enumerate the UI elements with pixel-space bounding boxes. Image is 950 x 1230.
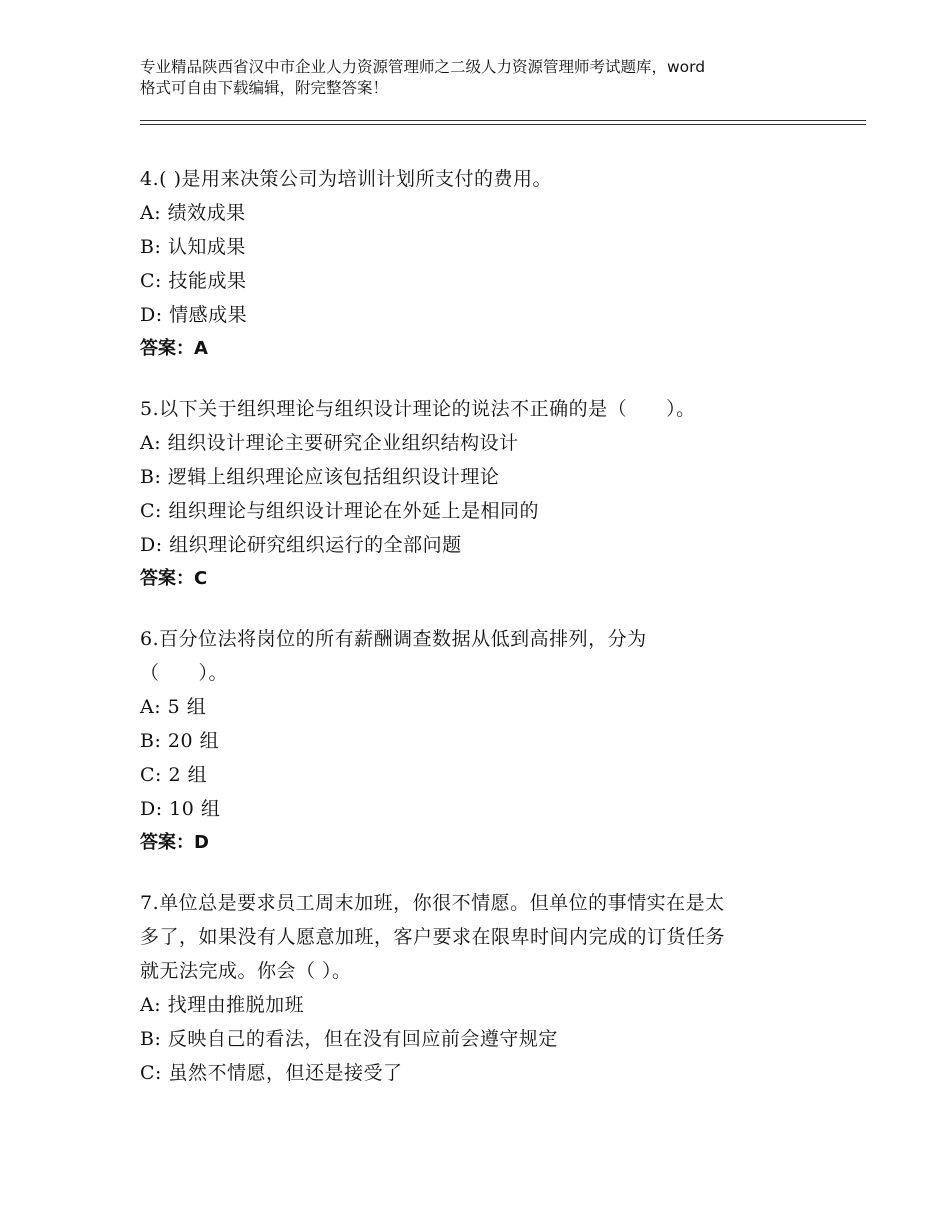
option-d: D: 情感成果 <box>140 304 248 326</box>
option-c: C: 2 组 <box>140 764 208 786</box>
question-text-cont: 多了，如果没有人愿意加班，客户要求在限卑时间内完成的订货任务 <box>140 926 726 948</box>
option-a: A: 找理由推脱加班 <box>140 994 305 1016</box>
question-4 <box>140 162 800 366</box>
header-rule-bottom <box>140 124 866 125</box>
option-b: B: 20 组 <box>140 730 220 752</box>
header-line-1: 专业精品陕西省汉中市企业人力资源管理师之二级人力资源管理师考试题库，word <box>140 58 706 76</box>
answer: 答案：C <box>140 568 208 589</box>
question-5 <box>140 392 800 596</box>
header-line-2: 格式可自由下载编辑，附完整答案！ <box>140 79 389 97</box>
header-rule-top <box>140 120 866 121</box>
question-text-cont: 就无法完成。你会（ ）。 <box>140 960 352 982</box>
question-7 <box>140 886 800 1090</box>
option-c: C: 虽然不情愿，但还是接受了 <box>140 1062 403 1084</box>
option-c: C: 组织理论与组织设计理论在外延上是相同的 <box>140 500 539 522</box>
question-list <box>140 162 800 1116</box>
option-a: A: 5 组 <box>140 696 207 718</box>
question-text-cont: （ ）。 <box>140 662 229 684</box>
answer: 答案：A <box>140 338 208 359</box>
option-b: B: 逻辑上组织理论应该包括组织设计理论 <box>140 466 500 488</box>
question-text: 7.单位总是要求员工周末加班，你很不情愿。但单位的事情实在是太 <box>140 892 725 914</box>
option-c: C: 技能成果 <box>140 270 247 292</box>
answer: 答案：D <box>140 832 209 853</box>
question-text: 5.以下关于组织理论与组织设计理论的说法不正确的是（ ）。 <box>140 398 696 420</box>
question-text: 4.( )是用来决策公司为培训计划所支付的费用。 <box>140 168 552 190</box>
option-a: A: 绩效成果 <box>140 202 246 224</box>
question-6 <box>140 622 800 860</box>
option-a: A: 组织设计理论主要研究企业组织结构设计 <box>140 432 519 454</box>
option-d: D: 10 组 <box>140 798 221 820</box>
option-d: D: 组织理论研究组织运行的全部问题 <box>140 534 462 556</box>
option-b: B: 认知成果 <box>140 236 246 258</box>
page-header <box>140 57 840 99</box>
question-text: 6.百分位法将岗位的所有薪酬调查数据从低到高排列，分为 <box>140 628 647 650</box>
option-b: B: 反映自己的看法，但在没有回应前会遵守规定 <box>140 1028 558 1050</box>
